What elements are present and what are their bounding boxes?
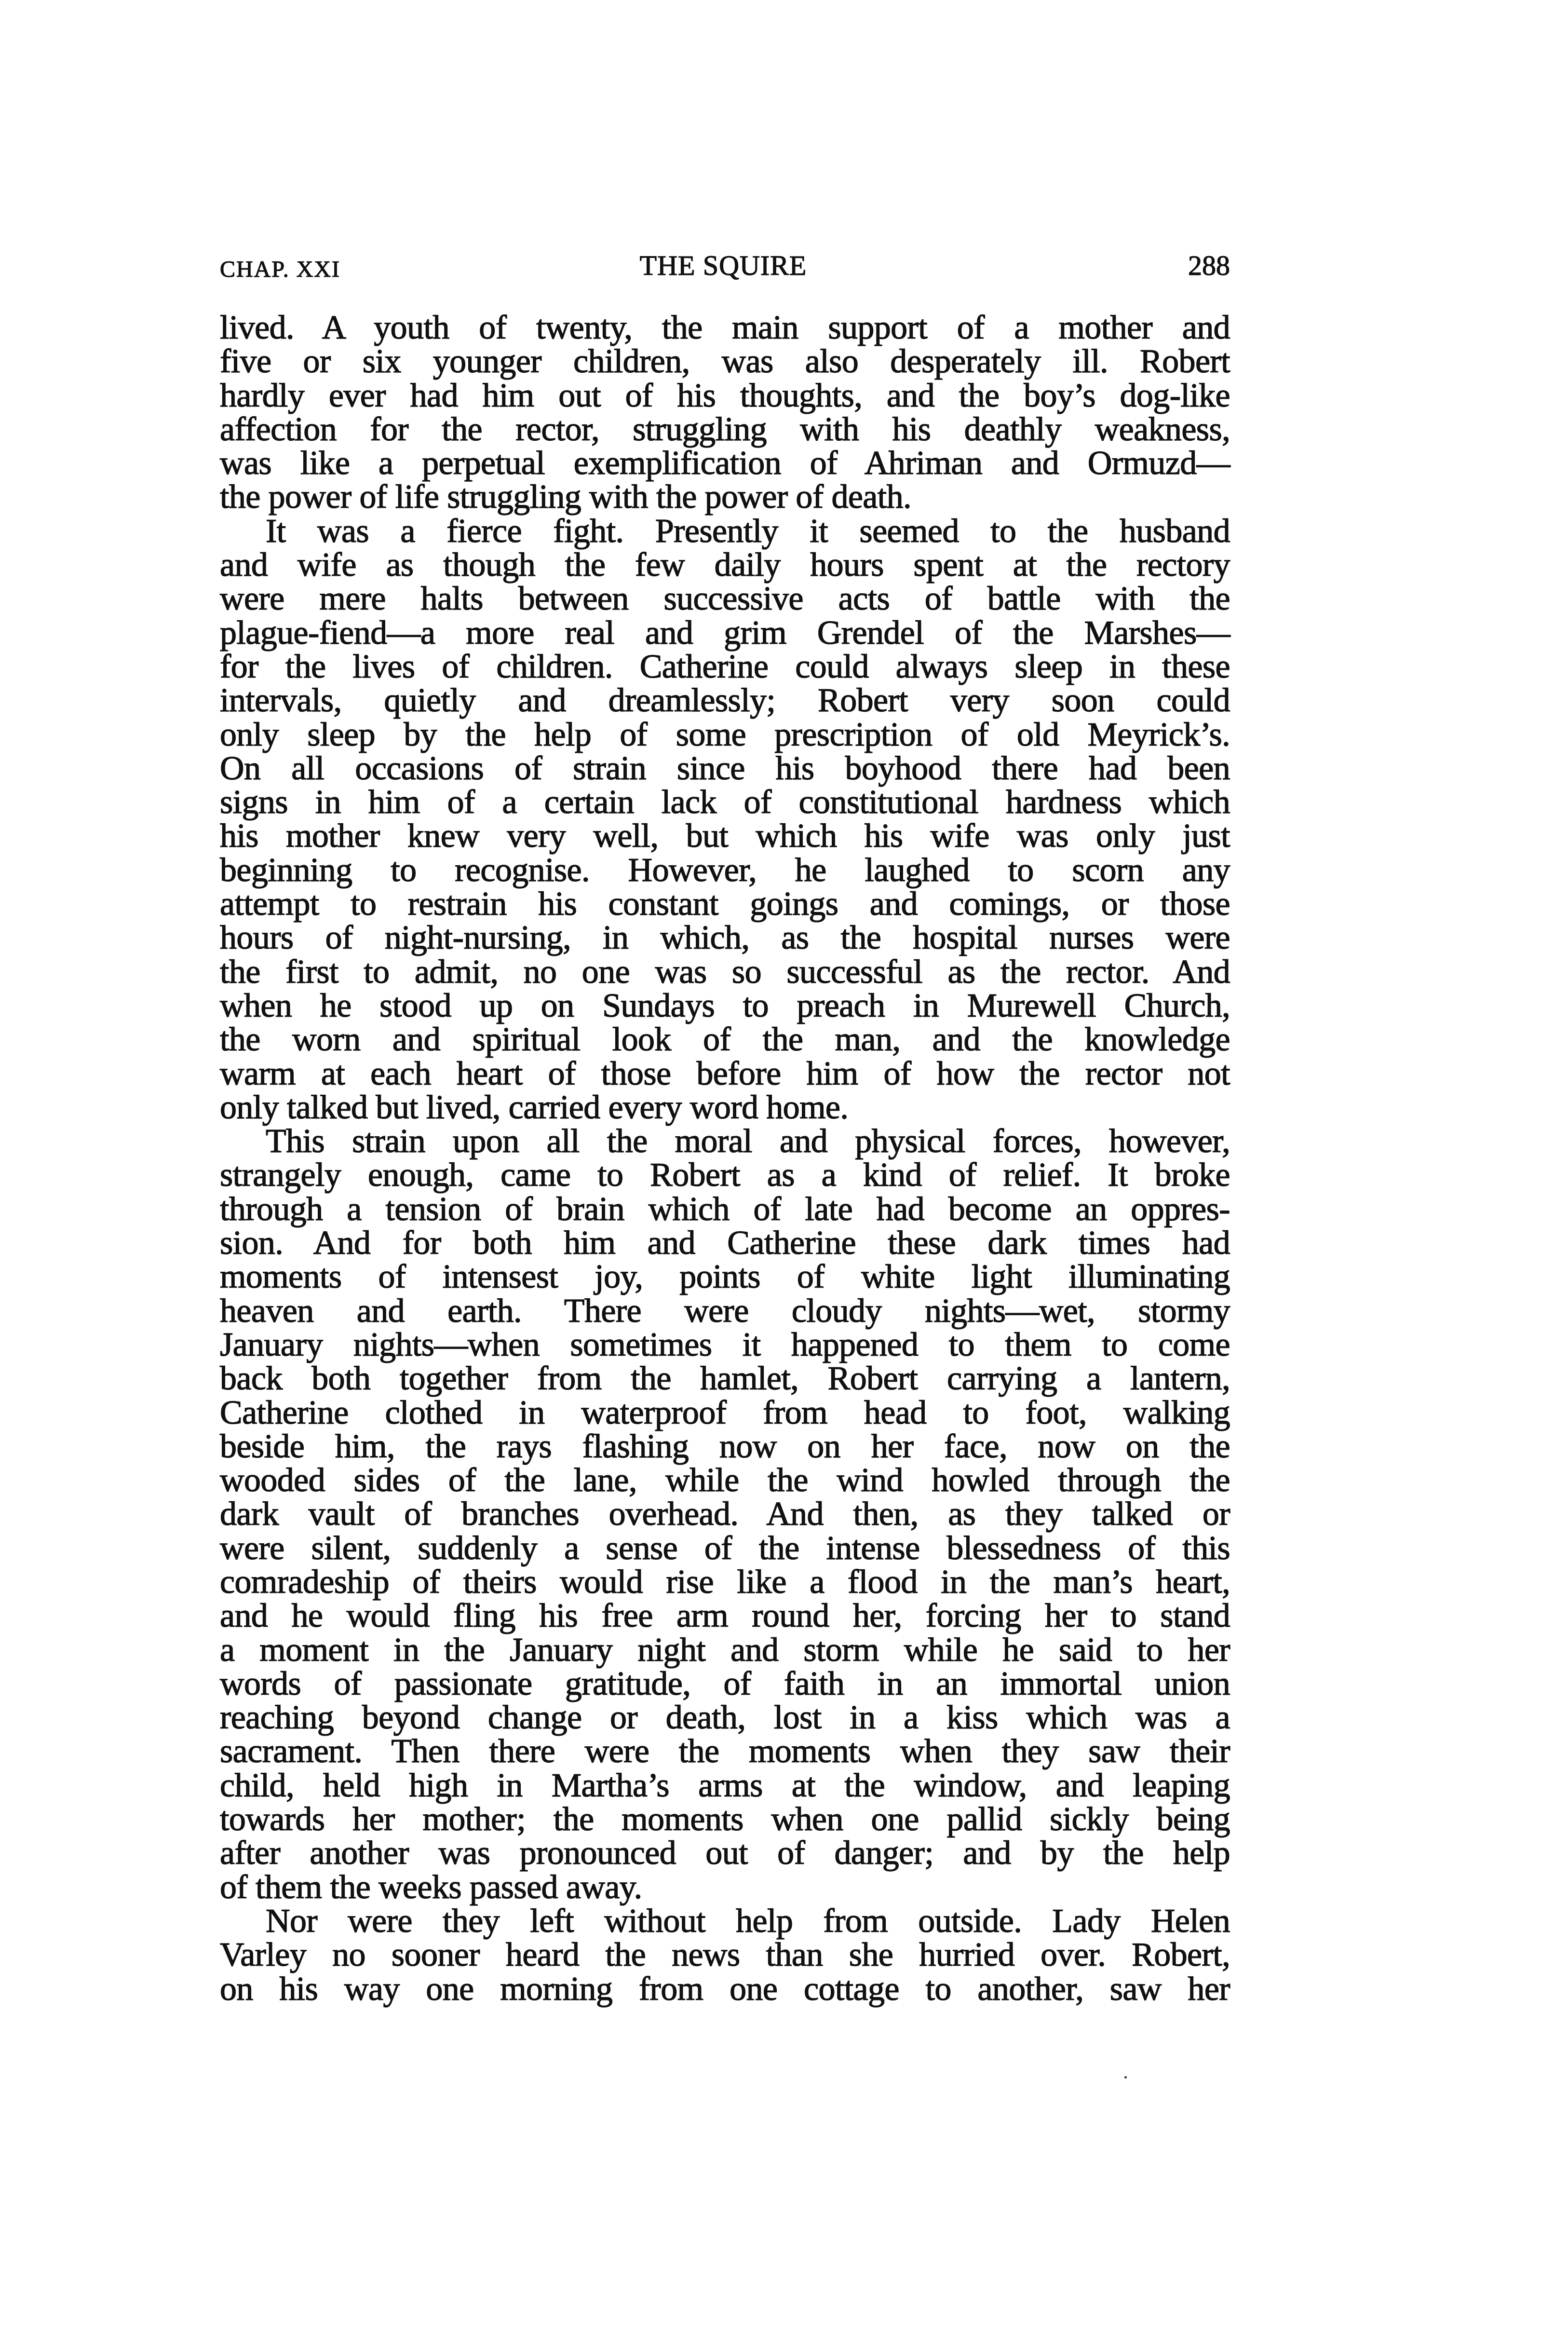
text-line: for the lives of children. Catherine could always sleep in these [220,648,1230,685]
text-line: Catherine clothed in waterproof from head to foot, walking [220,1394,1230,1431]
page-number: 288 [1188,250,1230,281]
text-line: Varley no sooner heard the news than she hurried over. Robert, [220,1936,1230,1974]
text-line: of them the weeks passed away. [220,1868,642,1906]
text-line: sion. And for both him and Catherine these dark times had [220,1224,1230,1262]
text-line: wooded sides of the lane, while the wind howled through the [220,1462,1230,1499]
paragraph [220,311,1230,515]
text-line: intervals, quietly and dreamlessly; Robert very soon could [220,682,1230,720]
text-line: child, held high in Martha’s arms at the window, and leaping [220,1767,1230,1804]
text-line: plague-fiend—a more real and grim Grendel of the Marshes— [220,614,1230,652]
text-line: beside him, the rays flashing now on her face, now on the [220,1428,1230,1465]
paragraph [220,1904,1230,2006]
text-line: through a tension of brain which of late had become an oppres- [220,1190,1230,1228]
running-head-title: THE SQUIRE [639,250,807,281]
text-line: towards her mother; the moments when one pallid sickly being [220,1801,1230,1838]
text-line: attempt to restrain his constant goings and comings, or those [220,885,1230,923]
text-line: dark vault of branches overhead. And then, as they talked or [220,1495,1230,1533]
text-line: heaven and earth. There were cloudy nights—wet, stormy [220,1292,1230,1330]
text-line: five or six younger children, was also desperately ill. Robert [220,343,1230,381]
text-line: were silent, suddenly a sense of the intense blessedness of this [220,1529,1230,1567]
text-line: only talked but lived, carried every word home. [220,1088,849,1126]
text-line: January nights—when sometimes it happened to them to come [220,1326,1230,1363]
text-line: moments of intensest joy, points of white light illuminating [220,1258,1230,1296]
text-line: was like a perpetual exemplification of Ahriman and Ormuzd— [220,445,1230,482]
paragraph [220,512,1230,1126]
text-line: On all occasions of strain since his boyhood there had been [220,749,1230,787]
text-line: words of passionate gratitude, of faith in an immortal union [220,1665,1230,1702]
paragraph [220,1125,1230,1904]
text-line: It was a fierce fight. Presently it seemed to the husband [266,512,1230,550]
text-line: strangely enough, came to Robert as a kind of relief. It broke [220,1156,1230,1194]
text-line: only sleep by the help of some prescription of old Meyrick’s. [220,716,1230,753]
text-line: the first to admit, no one was so successful as the rector. And [220,953,1230,991]
text-line: hardly ever had him out of his thoughts, and the boy’s dog-like [220,377,1230,414]
text-line: Nor were they left without help from outside. Lady Helen [266,1902,1230,1940]
text-line: beginning to recognise. However, he laughed to scorn any [220,851,1230,889]
text-line: his mother knew very well, but which his wife was only just [220,817,1230,855]
text-line: hours of night-nursing, in which, as the hospital nurses were [220,919,1230,957]
text-line: warm at each heart of those before him of how the rector not [220,1055,1230,1092]
text-line: the power of life struggling with the power of death. [220,478,911,516]
text-line: affection for the rector, struggling with his deathly weakness, [220,410,1230,448]
text-line: after another was pronounced out of danger; and by the help [220,1835,1230,1872]
text-line: a moment in the January night and storm while he said to her [220,1631,1230,1669]
running-head-chapter: CHAP. XXI [220,257,341,282]
text-line: when he stood up on Sundays to preach in Murewell Church, [220,987,1230,1024]
text-line: comradeship of theirs would rise like a flood in the man’s heart, [220,1563,1230,1601]
text-line: This strain upon all the moral and physical forces, however, [266,1123,1230,1160]
text-line: signs in him of a certain lack of constitutional hardness which [220,784,1230,821]
body-text [220,311,1230,2006]
text-line: and wife as though the few daily hours spent at the rectory [220,546,1230,584]
text-line: reaching beyond change or death, lost in a kiss which was a [220,1699,1230,1737]
text-line: the worn and spiritual look of the man, and the knowledge [220,1021,1230,1059]
text-line: and he would fling his free arm round her, forcing her to stand [220,1597,1230,1635]
text-line: lived. A youth of twenty, the main support of a mother and [220,309,1230,346]
text-line: were mere halts between successive acts of battle with the [220,580,1230,618]
text-line: back both together from the hamlet, Robert carrying a lantern, [220,1360,1230,1398]
text-line: sacrament. Then there were the moments when they saw their [220,1733,1230,1770]
scan-speck [1124,2076,1127,2079]
text-line: on his way one morning from one cottage to another, saw her [220,1970,1230,2008]
